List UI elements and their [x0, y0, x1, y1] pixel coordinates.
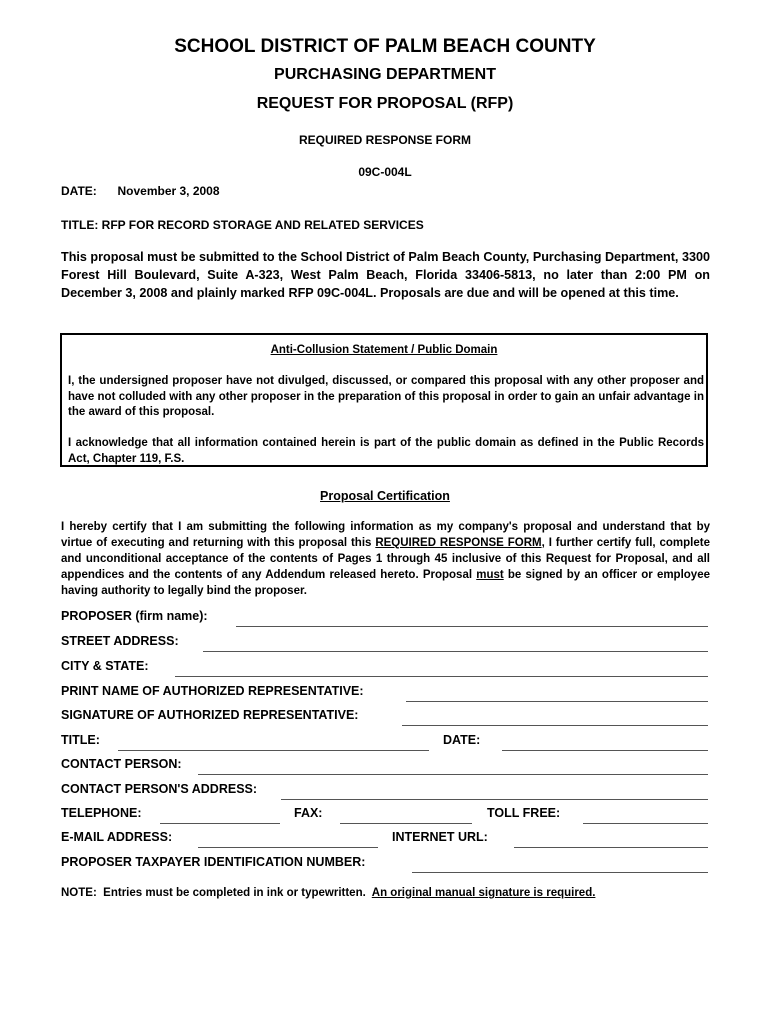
title-label: TITLE: [61, 218, 99, 232]
internet-url-field[interactable] [514, 847, 708, 848]
contact-address-label: CONTACT PERSON'S ADDRESS: [61, 782, 258, 796]
signature-date-field[interactable] [502, 750, 708, 751]
city-state-field[interactable] [175, 676, 708, 677]
certification-heading: Proposal Certification [320, 489, 450, 503]
signature-label: SIGNATURE OF AUTHORIZED REPRESENTATIVE: [61, 708, 359, 722]
anti-collusion-heading: Anti-Collusion Statement / Public Domain [270, 344, 498, 356]
title-line [61, 218, 424, 232]
toll-free-label: TOLL FREE: [487, 806, 561, 820]
street-address-field[interactable] [203, 651, 708, 652]
date-value: November 3, 2008 [117, 184, 220, 198]
taxpayer-id-label: PROPOSER TAXPAYER IDENTIFICATION NUMBER: [61, 855, 366, 869]
form-name: REQUIRED RESPONSE FORM [298, 133, 472, 147]
email-label: E-MAIL ADDRESS: [61, 830, 173, 844]
rep-title-field[interactable] [118, 750, 429, 751]
print-name-field[interactable] [406, 701, 708, 702]
anti-collusion-box [60, 333, 708, 467]
signature-date-label: DATE: [443, 733, 481, 747]
fax-field[interactable] [340, 823, 472, 824]
toll-free-field[interactable] [583, 823, 708, 824]
title-value: RFP FOR RECORD STORAGE AND RELATED SERVICES [101, 218, 424, 232]
proposer-field[interactable] [236, 626, 708, 627]
internet-url-label: INTERNET URL: [392, 830, 488, 844]
district-title: SCHOOL DISTRICT OF PALM BEACH COUNTY [174, 36, 596, 57]
certification-emphasis-must: must [476, 569, 504, 581]
rfp-number: 09C-004L [358, 165, 412, 179]
telephone-field[interactable] [160, 823, 280, 824]
completion-note [61, 887, 595, 899]
note-text: NOTE: Entries must be completed in ink or typewritten. [61, 887, 372, 899]
print-name-label: PRINT NAME OF AUTHORIZED REPRESENTATIVE: [61, 684, 364, 698]
city-state-label: CITY & STATE: [61, 659, 149, 673]
document-type-title: REQUEST FOR PROPOSAL (RFP) [256, 95, 514, 112]
note-signature-requirement: An original manual signature is required. [371, 887, 596, 899]
contact-person-label: CONTACT PERSON: [61, 757, 182, 771]
certification-emphasis-form: REQUIRED RESPONSE FORM [375, 537, 542, 549]
contact-address-field[interactable] [281, 799, 708, 800]
contact-person-field[interactable] [198, 774, 708, 775]
public-domain-statement: I acknowledge that all information contained herein is part of the public domain as defined in the Public Records Act, Chapter 119, F.S. [68, 437, 704, 465]
date-line [61, 184, 220, 198]
anti-collusion-statement: I, the undersigned proposer have not divulged, discussed, or compared this proposal with any other proposer and have not colluded with any other proposer in the preparation of this proposal in order to gain an unfair advantage in the award of this proposal. [68, 375, 704, 418]
email-field[interactable] [198, 847, 378, 848]
submission-instructions: This proposal must be submitted to the School District of Palm Beach County, Purchasing Department, 3300 Forest Hill Boulevard, Suite A-323, West Palm Beach, Florida 33406-5813, no later than 2:00 PM on December 3, 2008 and plainly marked RFP 09C-004L. Proposals are due and will be opened at this time. [61, 250, 710, 300]
certification-text-part1: I hereby certify that I am submitting the following information as my company's proposal and understand that by virtue of executing and returning with this proposal this [61, 521, 710, 549]
proposer-label: PROPOSER (firm name): [61, 609, 208, 623]
signature-field[interactable] [402, 725, 708, 726]
rep-title-label: TITLE: [61, 733, 100, 747]
street-address-label: STREET ADDRESS: [61, 634, 179, 648]
certification-text-part2: , I further certify full, complete and unconditional acceptance of the contents of Pages 1 through 45 inclusive of this Request for Proposal, and all appendices and the contents of any Addendum released hereto. Proposal [61, 537, 710, 581]
date-label: DATE: [61, 184, 97, 198]
fax-label: FAX: [294, 806, 323, 820]
taxpayer-id-field[interactable] [412, 872, 708, 873]
department-title: PURCHASING DEPARTMENT [274, 66, 496, 83]
certification-text [61, 519, 710, 599]
telephone-label: TELEPHONE: [61, 806, 142, 820]
certification-text-part3: be signed by an officer or employee having authority to legally bind the proposer. [61, 569, 710, 597]
